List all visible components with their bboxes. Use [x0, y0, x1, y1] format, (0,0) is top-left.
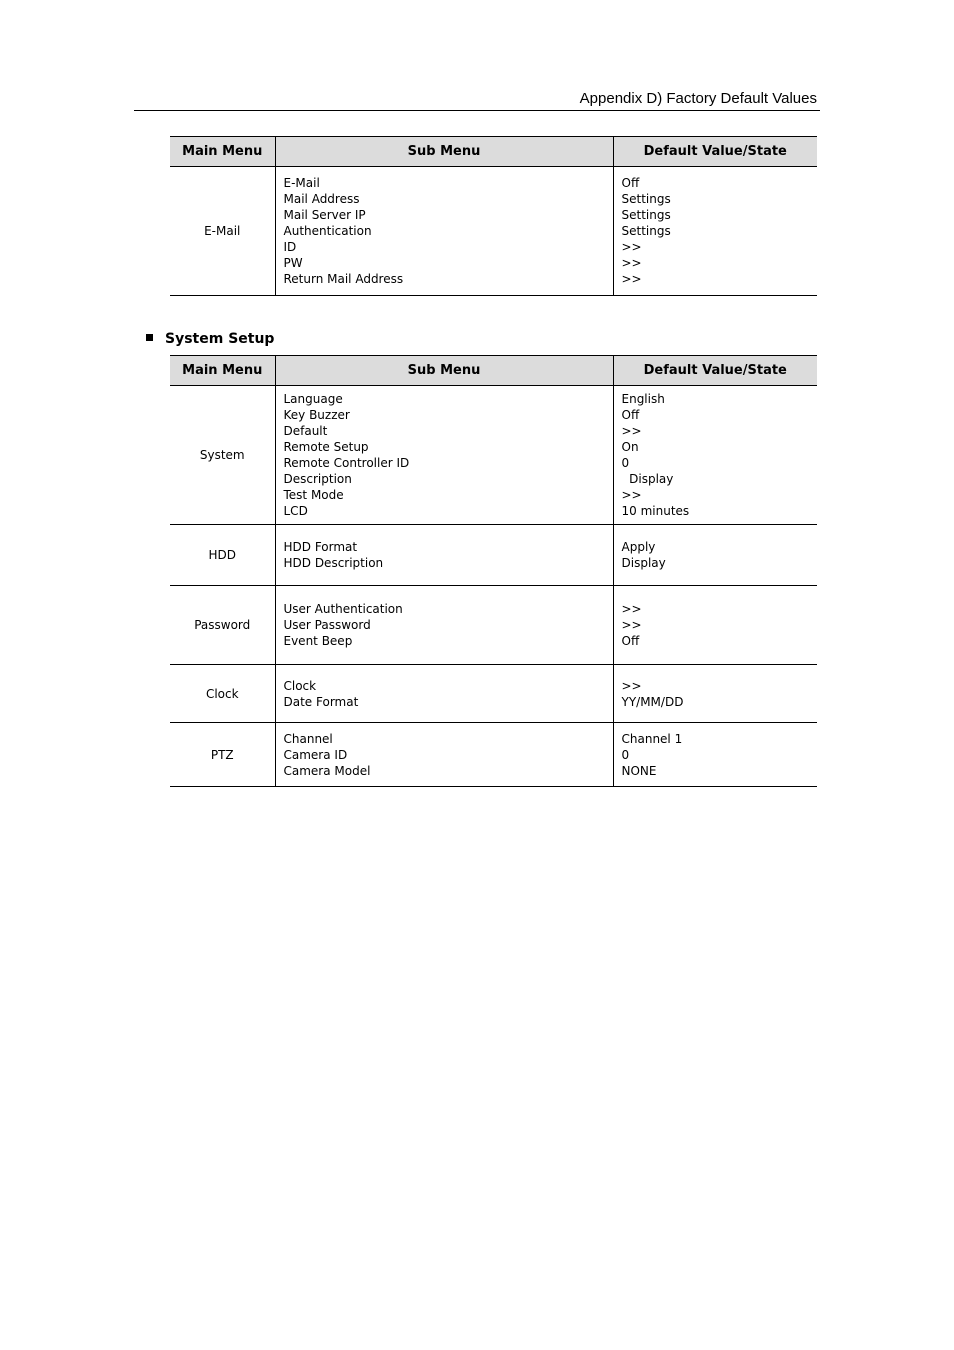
- default-value: >>: [621, 424, 642, 438]
- default-value: Settings: [621, 192, 671, 206]
- sub-menu-item: HDD Format: [283, 540, 358, 554]
- col-header-default-value: Default Value/State: [613, 137, 817, 167]
- sub-menu-item: Camera ID: [283, 747, 348, 762]
- sub-menu-item: Remote Controller ID: [283, 456, 410, 470]
- col-header-main-menu: Main Menu: [170, 356, 275, 386]
- header-rule: [134, 110, 820, 111]
- default-value: >>: [621, 256, 642, 270]
- sub-menu-item: HDD Description: [283, 556, 384, 570]
- sub-menu-item: ID: [283, 240, 297, 254]
- sub-menu-item: Language: [283, 392, 343, 406]
- default-value: On: [621, 440, 639, 454]
- sub-menu-cell: [275, 525, 613, 586]
- sub-menu-item: User Password: [283, 618, 371, 632]
- default-value: Display: [621, 556, 666, 570]
- main-menu-cell: PTZ: [170, 723, 275, 787]
- default-value: >>: [621, 240, 642, 254]
- sub-menu-item: Channel: [283, 731, 333, 746]
- table-row: [170, 586, 817, 665]
- sub-menu-cell: [275, 167, 613, 296]
- default-value-cell: [613, 723, 817, 787]
- default-value: 10 minutes: [621, 504, 690, 518]
- default-value: 0: [621, 747, 630, 762]
- default-value: Off: [621, 176, 640, 190]
- sub-menu-item: PW: [283, 256, 303, 270]
- default-value: NONE: [621, 763, 657, 778]
- default-value: >>: [621, 618, 642, 632]
- col-header-sub-menu: Sub Menu: [275, 356, 613, 386]
- sub-menu-item: LCD: [283, 504, 308, 518]
- page-header-title: Appendix D) Factory Default Values: [579, 90, 817, 107]
- table-row: [170, 723, 817, 787]
- default-value-cell: [613, 386, 817, 525]
- main-menu-cell: E-Mail: [170, 167, 275, 296]
- table-header-row: [170, 137, 817, 167]
- table-row: [170, 665, 817, 723]
- main-menu-cell: Clock: [170, 665, 275, 723]
- sub-menu-item: Date Format: [283, 694, 359, 709]
- default-value: Apply: [621, 540, 656, 554]
- main-menu-cell: System: [170, 386, 275, 525]
- default-value-cell: [613, 665, 817, 723]
- section-heading-system-setup: [146, 331, 274, 347]
- table-row: [170, 525, 817, 586]
- default-value: Off: [621, 634, 640, 648]
- default-value: 0: [621, 456, 630, 470]
- table-row: [170, 167, 817, 296]
- default-value-cell: [613, 167, 817, 296]
- table-header-row: [170, 356, 817, 386]
- default-value: Settings: [621, 208, 671, 222]
- main-menu-cell: Password: [170, 586, 275, 665]
- section-heading-text: System Setup: [165, 331, 275, 347]
- sub-menu-item: Event Beep: [283, 634, 353, 648]
- col-header-default-value: Default Value/State: [613, 356, 817, 386]
- sub-menu-item: Default: [283, 424, 328, 438]
- sub-menu-item: Mail Server IP: [283, 208, 366, 222]
- default-value: YY/MM/DD: [621, 694, 684, 709]
- sub-menu-item: Description: [283, 472, 352, 486]
- sub-menu-item: Key Buzzer: [283, 408, 350, 422]
- sub-menu-item: Camera Model: [283, 763, 371, 778]
- default-value: >>: [621, 602, 642, 616]
- col-header-sub-menu: Sub Menu: [275, 137, 613, 167]
- default-value: >>: [621, 488, 642, 502]
- sub-menu-item: Clock: [283, 678, 317, 693]
- sub-menu-cell: [275, 386, 613, 525]
- sub-menu-item: User Authentication: [283, 602, 403, 616]
- sub-menu-item: Mail Address: [283, 192, 360, 206]
- main-menu-cell: HDD: [170, 525, 275, 586]
- default-value-cell: [613, 586, 817, 665]
- sub-menu-item: Authentication: [283, 224, 372, 238]
- sub-menu-item: Return Mail Address: [283, 272, 404, 286]
- sub-menu-item: E-Mail: [283, 176, 320, 190]
- default-value-cell: [613, 525, 817, 586]
- email-defaults-table: [170, 136, 817, 296]
- default-value: >>: [621, 272, 642, 286]
- default-value: Settings: [621, 224, 671, 238]
- sub-menu-cell: [275, 586, 613, 665]
- default-value: Display: [621, 472, 674, 486]
- table-row: [170, 386, 817, 525]
- sub-menu-cell: [275, 723, 613, 787]
- sub-menu-item: Remote Setup: [283, 440, 369, 454]
- default-value: English: [621, 392, 665, 406]
- col-header-main-menu: Main Menu: [170, 137, 275, 167]
- default-value: >>: [621, 678, 642, 693]
- default-value: Off: [621, 408, 640, 422]
- default-value: Channel 1: [621, 731, 683, 746]
- sub-menu-item: Test Mode: [283, 488, 344, 502]
- system-setup-defaults-table: [170, 355, 817, 787]
- square-bullet-icon: [146, 334, 153, 341]
- sub-menu-cell: [275, 665, 613, 723]
